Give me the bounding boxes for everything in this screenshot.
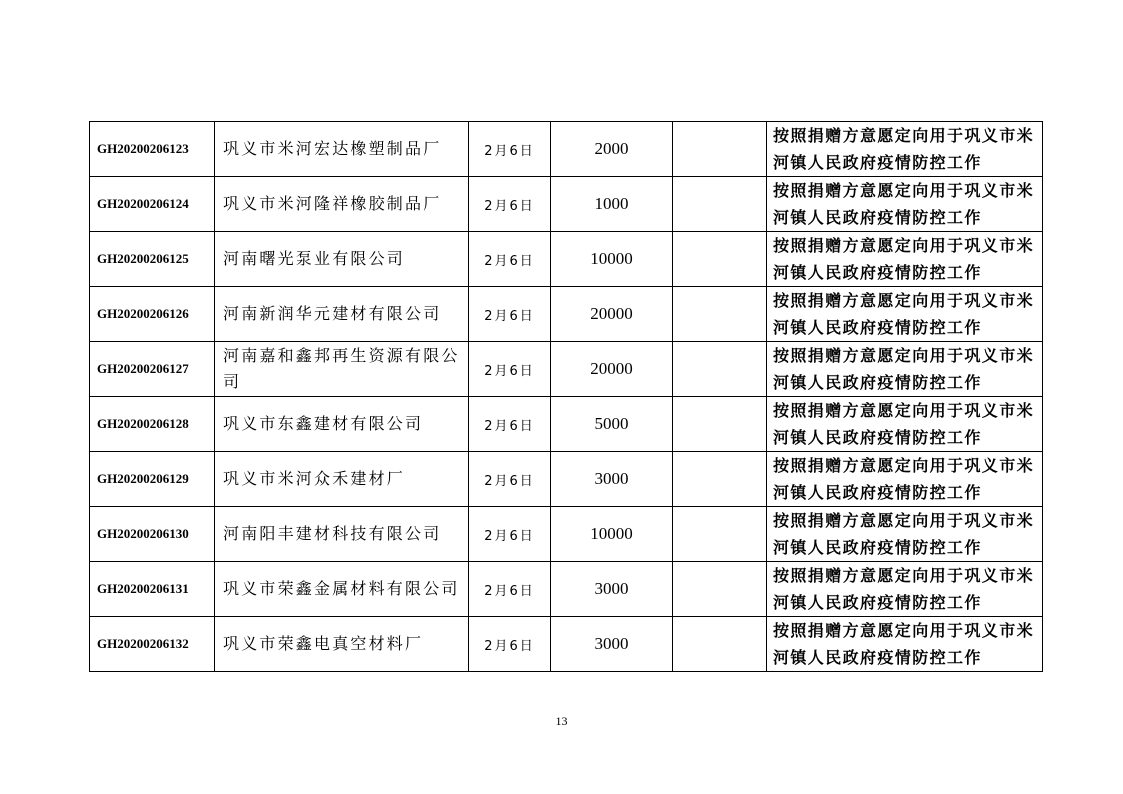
donation-amount-cell: 10000	[551, 507, 673, 562]
donation-date-cell: 2月6日	[469, 122, 551, 177]
table-row	[90, 342, 1043, 397]
donation-date-cell: 2月6日	[469, 562, 551, 617]
donation-amount-cell: 3000	[551, 617, 673, 672]
empty-cell	[673, 617, 767, 672]
donor-name-cell: 巩义市米河隆祥橡胶制品厂	[215, 177, 469, 232]
donation-amount-cell: 10000	[551, 232, 673, 287]
table-row	[90, 287, 1043, 342]
record-id-cell: GH20200206124	[90, 177, 215, 232]
usage-note-cell: 按照捐赠方意愿定向用于巩义市米河镇人民政府疫情防控工作	[767, 397, 1043, 452]
donor-name-cell: 河南阳丰建材科技有限公司	[215, 507, 469, 562]
donor-name-cell: 巩义市米河众禾建材厂	[215, 452, 469, 507]
donation-amount-cell: 20000	[551, 342, 673, 397]
donor-name-cell: 巩义市荣鑫金属材料有限公司	[215, 562, 469, 617]
empty-cell	[673, 452, 767, 507]
record-id-cell: GH20200206129	[90, 452, 215, 507]
empty-cell	[673, 122, 767, 177]
usage-note-cell: 按照捐赠方意愿定向用于巩义市米河镇人民政府疫情防控工作	[767, 507, 1043, 562]
record-id-cell: GH20200206131	[90, 562, 215, 617]
record-id-cell: GH20200206127	[90, 342, 215, 397]
empty-cell	[673, 507, 767, 562]
table-row	[90, 397, 1043, 452]
usage-note-cell: 按照捐赠方意愿定向用于巩义市米河镇人民政府疫情防控工作	[767, 617, 1043, 672]
empty-cell	[673, 177, 767, 232]
table-row	[90, 617, 1043, 672]
donation-amount-cell: 5000	[551, 397, 673, 452]
donation-amount-cell: 3000	[551, 452, 673, 507]
donation-date-cell: 2月6日	[469, 452, 551, 507]
usage-note-cell: 按照捐赠方意愿定向用于巩义市米河镇人民政府疫情防控工作	[767, 452, 1043, 507]
record-id-cell: GH20200206130	[90, 507, 215, 562]
donation-date-cell: 2月6日	[469, 507, 551, 562]
table-row	[90, 452, 1043, 507]
table-row	[90, 177, 1043, 232]
empty-cell	[673, 287, 767, 342]
donor-name-cell: 河南曙光泵业有限公司	[215, 232, 469, 287]
usage-note-cell: 按照捐赠方意愿定向用于巩义市米河镇人民政府疫情防控工作	[767, 562, 1043, 617]
donation-date-cell: 2月6日	[469, 177, 551, 232]
donor-name-cell: 巩义市米河宏达橡塑制品厂	[215, 122, 469, 177]
page-number: 13	[555, 714, 568, 728]
donor-name-cell: 河南嘉和鑫邦再生资源有限公司	[215, 342, 469, 397]
donation-amount-cell: 3000	[551, 562, 673, 617]
record-id-cell: GH20200206123	[90, 122, 215, 177]
table-row	[90, 562, 1043, 617]
usage-note-cell: 按照捐赠方意愿定向用于巩义市米河镇人民政府疫情防控工作	[767, 287, 1043, 342]
record-id-cell: GH20200206126	[90, 287, 215, 342]
donation-date-cell: 2月6日	[469, 397, 551, 452]
donation-amount-cell: 1000	[551, 177, 673, 232]
record-id-cell: GH20200206125	[90, 232, 215, 287]
usage-note-cell: 按照捐赠方意愿定向用于巩义市米河镇人民政府疫情防控工作	[767, 122, 1043, 177]
donation-date-cell: 2月6日	[469, 232, 551, 287]
donation-table	[89, 121, 1043, 672]
donation-date-cell: 2月6日	[469, 617, 551, 672]
table-row	[90, 507, 1043, 562]
usage-note-cell: 按照捐赠方意愿定向用于巩义市米河镇人民政府疫情防控工作	[767, 177, 1043, 232]
donation-date-cell: 2月6日	[469, 342, 551, 397]
empty-cell	[673, 342, 767, 397]
donor-name-cell: 巩义市荣鑫电真空材料厂	[215, 617, 469, 672]
donation-amount-cell: 2000	[551, 122, 673, 177]
donor-name-cell: 河南新润华元建材有限公司	[215, 287, 469, 342]
record-id-cell: GH20200206132	[90, 617, 215, 672]
empty-cell	[673, 232, 767, 287]
table-row	[90, 232, 1043, 287]
usage-note-cell: 按照捐赠方意愿定向用于巩义市米河镇人民政府疫情防控工作	[767, 232, 1043, 287]
usage-note-cell: 按照捐赠方意愿定向用于巩义市米河镇人民政府疫情防控工作	[767, 342, 1043, 397]
table-row	[90, 122, 1043, 177]
empty-cell	[673, 562, 767, 617]
donation-table-body	[90, 122, 1043, 672]
donor-name-cell: 巩义市东鑫建材有限公司	[215, 397, 469, 452]
donation-amount-cell: 20000	[551, 287, 673, 342]
record-id-cell: GH20200206128	[90, 397, 215, 452]
donation-date-cell: 2月6日	[469, 287, 551, 342]
empty-cell	[673, 397, 767, 452]
